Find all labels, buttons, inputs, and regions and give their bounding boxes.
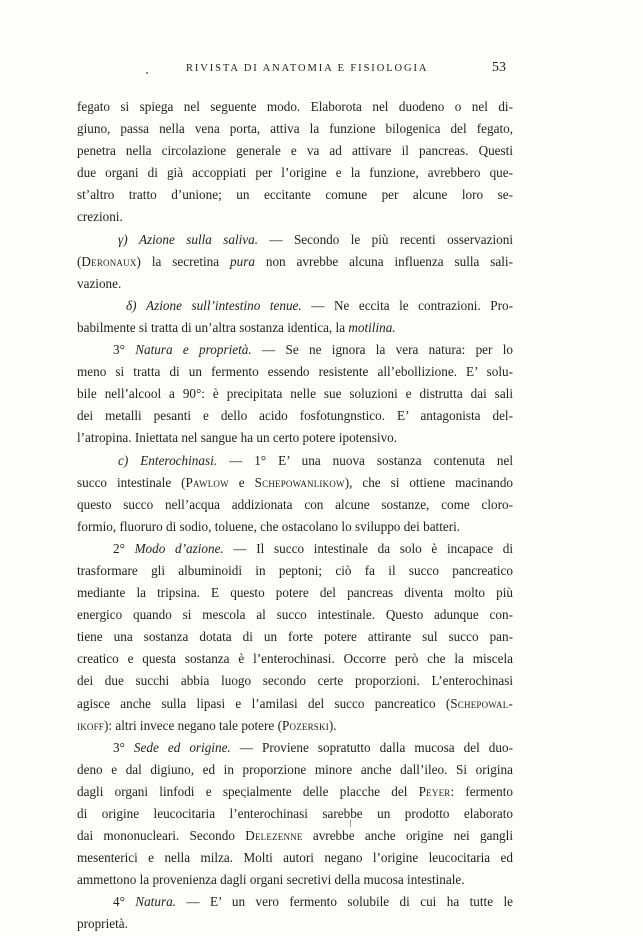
subheading: γ) Azione sulla saliva. [118, 231, 259, 247]
text-line: (Deronaux) la secretina pura non avrebbe alcuna influenza sulla sali- [77, 253, 513, 269]
text-line: succo intestinale (Pawlow e Schepowanlikow), che si ottiene macinando [77, 474, 513, 490]
text-line: dagli organi linfodi e specialmente delle placche del Peyer: fermento [77, 783, 513, 799]
author-name: Peyer [418, 783, 451, 799]
subheading: Modo d’azione. [134, 540, 224, 556]
text-line: creatico e questa sostanza è l’enterochinasi. Occorre però che la miscela [77, 651, 513, 667]
text-line: crezioni. [77, 209, 123, 225]
author-name: Schepowanlikow [254, 474, 345, 490]
text-line: meno si tratta di un fermento essendo resistente all’ebollizione. E’ solu- [77, 364, 513, 380]
page-header [0, 60, 643, 80]
text-line: energico quando si mescola al succo intestinale. Questo adunque con- [77, 607, 513, 623]
text-line: penetra nella circolazione generale e va ad attivare il pancreas. Questi [77, 143, 513, 159]
author-name: Delezenne [245, 828, 303, 844]
text-line: l’atropina. Iniettata nel sangue ha un certo potere ipotensivo. [77, 430, 398, 446]
text-line: mediante la tripsina. E questo potere del pancreas diventa molto più [77, 585, 513, 601]
subheading: δ) Azione sull’intestino tenue. [126, 297, 302, 313]
running-title: RIVISTA DI ANATOMIA E FISIOLOGIA [186, 63, 429, 74]
section-heading-line: c) Enterochinasi. — 1° E’ una nuova sostanza contenuta nel [118, 452, 513, 468]
text-line: dei due succhi abbia luogo secondo certe proporzioni. L’enterochinasi [77, 673, 513, 689]
text-line: ikoff): altri invece negano tale potere (Pozerski). [77, 717, 337, 733]
text-line: vazione. [77, 275, 122, 291]
subheading: c) Enterochinasi. [118, 452, 218, 468]
author-name: ikoff [77, 717, 105, 733]
section-heading-line: γ) Azione sulla saliva. — Secondo le più recenti osservazioni [118, 231, 513, 247]
text-line: giuno, passa nella vena porta, attiva la funzione bilogenica del fegato, [77, 121, 513, 137]
text-line: tiene una sostanza dotata di un forte potere attirante sul succo pan- [77, 629, 513, 645]
author-name: Pozerski [281, 717, 329, 733]
text-line: dai mononucleari. Secondo Delezenne avrebbe anche origine nei gangli [77, 828, 513, 844]
text-line: st’altro tratto d’unione; un eccitante comune per alcune loro se- [77, 187, 513, 203]
section-heading-line: 3° Sede ed origine. — Proviene sopratutto dalla mucosa del duo- [113, 739, 513, 755]
text-line: ammettono la provenienza dagli organi secretivi della mucosa intestinale. [77, 872, 465, 888]
text-line: babilmente si tratta di un’altra sostanza identica, la motilina. [77, 319, 396, 335]
text-line: formio, fluoruro di sodio, toluene, che ostacolano lo sviluppo dei batteri. [77, 518, 461, 534]
text-line: trasformare gli albuminoidi in peptoni; ciò fa il succo pancreatico [77, 562, 513, 578]
text-line: due organi di già accoppiati per l’origine e la funzione, avrebbero que- [77, 165, 513, 181]
author-name: Deronaux [81, 253, 137, 269]
text-line: deno e dal digiuno, ed in proporzione minore anche dall’ileo. Si origina [77, 761, 513, 777]
speck-mark [146, 72, 148, 74]
section-heading-line: δ) Azione sull’intestino tenue. — Ne eccita le contrazioni. Pro- [126, 297, 513, 313]
subheading: Natura. [135, 894, 176, 910]
section-heading-line: 4° Natura. — E’ un vero fermento solubile di cui ha tutte le [113, 894, 513, 910]
text-line: questo succo nell’acqua addizionata con alcune sostanze, come cloro- [77, 496, 513, 512]
text-line: fegato si spiega nel seguente modo. Elaborota nel duodeno o nel di- [77, 99, 513, 114]
text-line: mesenterici e nella milza. Molti autori negano l’origine leucocitaria ed [77, 850, 513, 866]
author-name: Schepowal- [450, 695, 513, 711]
author-name: Pawlow [185, 474, 229, 490]
text-line: proprietà. [77, 916, 128, 932]
text-line: di origine leucocitaria l’enterochinasi sarebbe un prodotto elaborato [77, 806, 513, 821]
section-heading-line: 3° Natura e proprietà. — Se ne ignora la vera natura: per lo [113, 342, 513, 358]
text-line: bile nell’alcool a 90°: è precipitata nelle sue soluzioni e distrutta dai sali [77, 386, 513, 402]
text-line: agisce anche sulla lipasi e l’amilasi del succo pancreatico (Schepowal- [77, 695, 513, 711]
text-line: dei metalli pesanti e dello acido fosfotungnstico. E’ antagonista del- [77, 408, 513, 424]
subheading: Natura e proprietà. [135, 342, 252, 358]
page-number: 53 [492, 60, 506, 75]
subheading: Sede ed origine. [133, 739, 231, 755]
section-heading-line: 2° Modo d’azione. — Il succo intestinale da solo è incapace di [113, 540, 513, 556]
body-text [77, 96, 513, 936]
